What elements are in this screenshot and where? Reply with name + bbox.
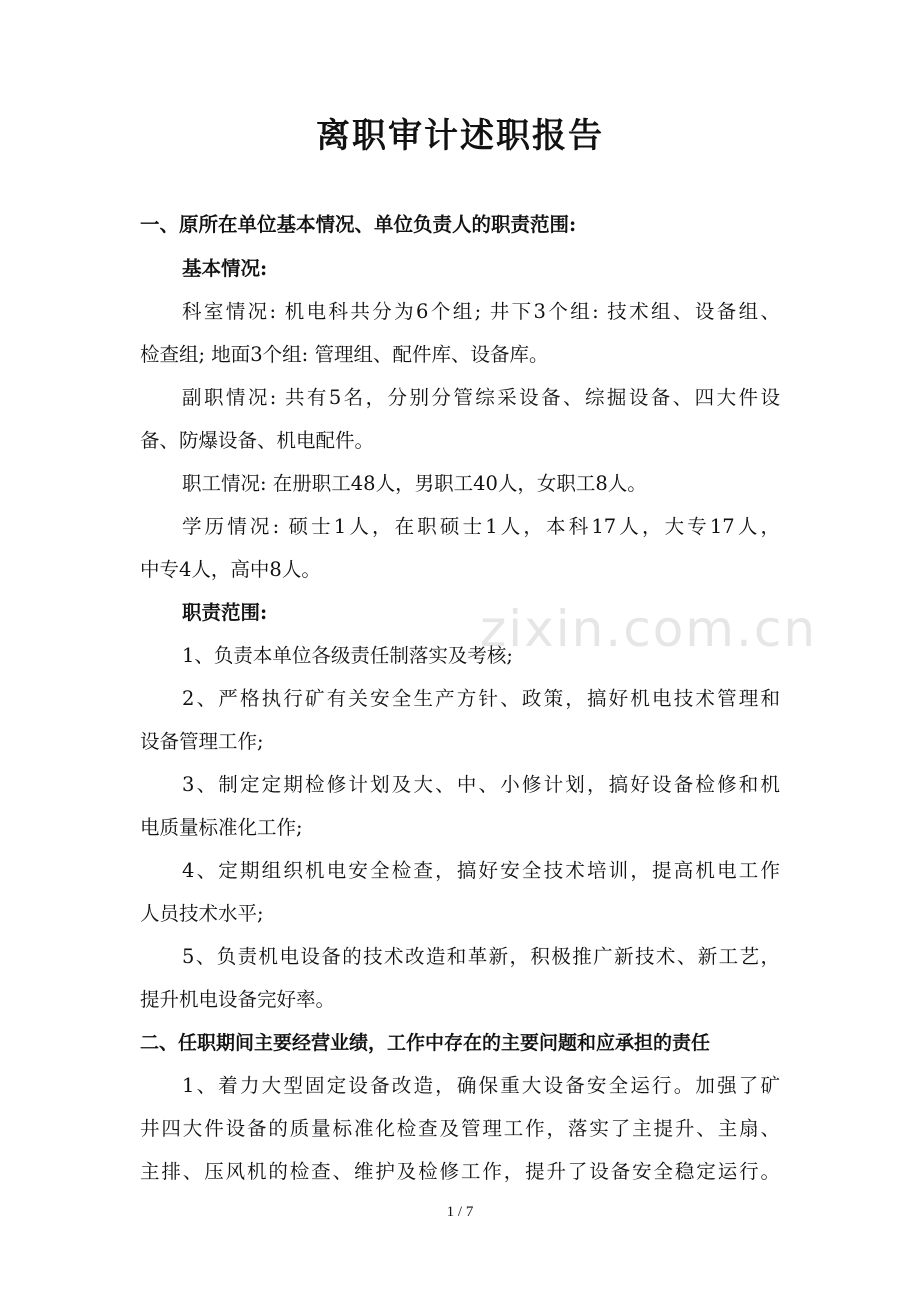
page-number: 1 / 7 <box>446 1204 474 1220</box>
list-item: 4、定期组织机电安全检查，搞好安全技术培训，提高机电工作 <box>182 859 780 882</box>
paragraph-line: 科室情况: 机电科共分为6个组; 井下3个组: 技术组、设备组、 <box>182 300 780 323</box>
subheading-duties: 职责范围: <box>182 601 268 624</box>
list-item: 2、严格执行矿有关安全生产方针、政策，搞好机电技术管理和 <box>182 687 780 710</box>
section-heading-1: 一、原所在单位基本情况、单位负责人的职责范围: <box>140 213 577 236</box>
paragraph-line: 中专4人，高中8人。 <box>140 558 321 581</box>
paragraph-line: 检查组; 地面3个组: 管理组、配件库、设备库。 <box>140 343 549 366</box>
paragraph-line: 人员技术水平; <box>140 902 264 925</box>
paragraph-line: 提升机电设备完好率。 <box>140 988 336 1011</box>
list-item: 3、制定定期检修计划及大、中、小修计划，搞好设备检修和机 <box>182 773 780 796</box>
list-item: 1、负责本单位各级责任制落实及考核; <box>182 644 513 667</box>
paragraph-line: 电质量标准化工作; <box>140 816 303 839</box>
paragraph-line: 设备管理工作; <box>140 730 264 753</box>
watermark: zixin.com.cn <box>480 600 818 658</box>
subheading-basic-info: 基本情况: <box>182 257 268 280</box>
paragraph-line: 主排、压风机的检查、维护及检修工作，提升了设备安全稳定运行。 <box>140 1160 780 1183</box>
paragraph-line: 备、防爆设备、机电配件。 <box>140 429 375 452</box>
list-item: 5、负责机电设备的技术改造和革新，积极推广新技术、新工艺， <box>182 945 780 968</box>
paragraph-line: 井四大件设备的质量标准化检查及管理工作，落实了主提升、主扇、 <box>140 1117 780 1140</box>
paragraph-line: 副职情况: 共有5名，分别分管综采设备、综掘设备、四大件设 <box>182 386 780 409</box>
paragraph-line: 1、着力大型固定设备改造，确保重大设备安全运行。加强了矿 <box>182 1074 780 1097</box>
section-heading-2: 二、任职期间主要经营业绩，工作中存在的主要问题和应承担的责任 <box>140 1032 711 1054</box>
document-title: 离职审计述职报告 <box>316 116 604 156</box>
paragraph-line: 学历情况: 硕士1人，在职硕士1人，本科17人，大专17人， <box>182 515 780 538</box>
paragraph-line: 职工情况: 在册职工48人，男职工40人，女职工8人。 <box>182 472 647 495</box>
